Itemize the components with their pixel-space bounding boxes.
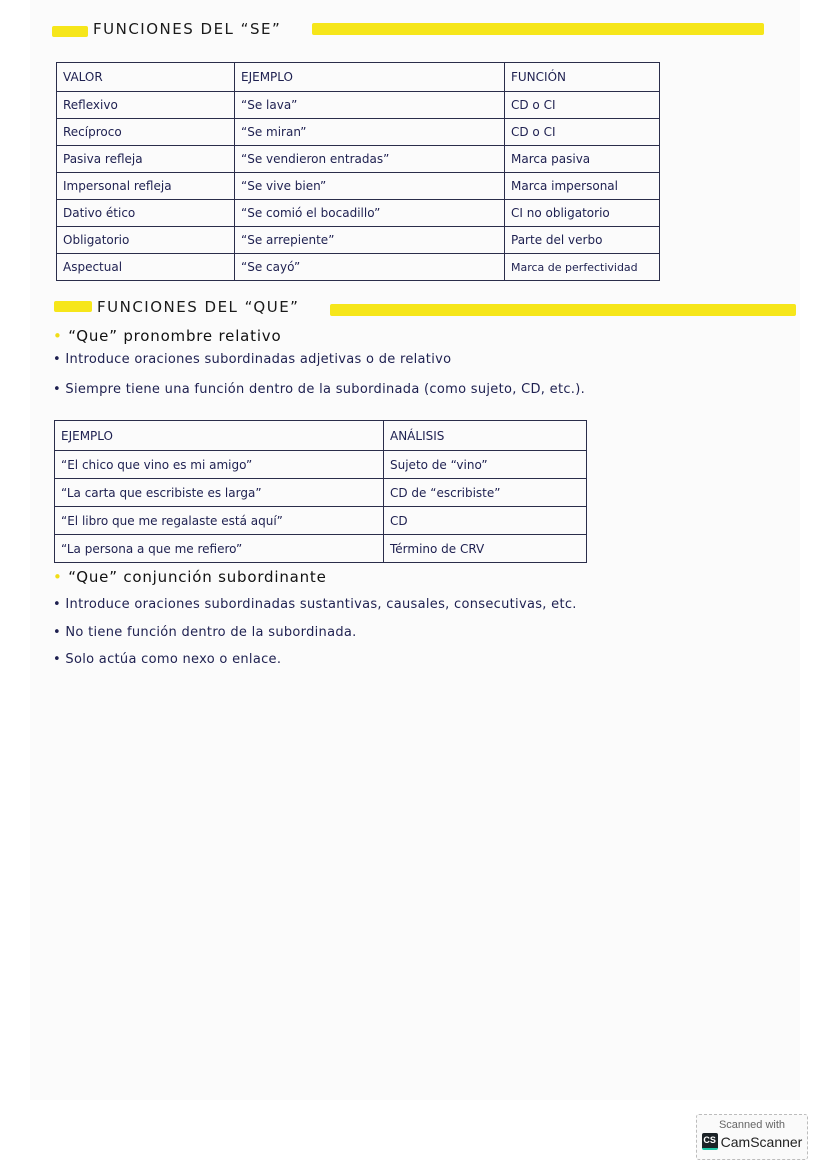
relativo-heading-text: “Que” pronombre relativo [68,327,282,345]
cell-ejemplo: “La persona a que me refiero” [55,535,384,563]
cell-valor: Reflexivo [57,92,235,119]
relativo-heading [53,327,281,345]
conjuncion-heading-text: “Que” conjunción subordinante [68,568,327,586]
cell-ejemplo: “La carta que escribiste es larga” [55,479,384,507]
header-ejemplo: EJEMPLO [235,63,505,92]
cell-ejemplo: “El chico que vino es mi amigo” [55,451,384,479]
cell-analisis: CD [384,507,587,535]
header-valor: VALOR [57,63,235,92]
header-ejemplo: EJEMPLO [55,421,384,451]
cell-ejemplo: “Se lava” [235,92,505,119]
bullet-text: No tiene función dentro de la subordinada. [65,625,357,640]
cell-funcion: Marca pasiva [505,146,660,173]
highlighter-mark-left [54,301,92,312]
cell-valor: Obligatorio [57,227,235,254]
cell-ejemplo: “Se vive bien” [235,173,505,200]
bullet-text: Siempre tiene una función dentro de la subordinada (como sujeto, CD, etc.). [65,382,586,397]
header-funcion: FUNCIÓN [505,63,660,92]
list-item [53,352,451,367]
cell-valor: Recíproco [57,119,235,146]
cell-funcion: CI no obligatorio [505,200,660,227]
cell-analisis: Sujeto de “vino” [384,451,587,479]
table-row [57,254,660,281]
conjuncion-heading [53,568,327,586]
table-row [57,173,660,200]
bullet-dot: • [53,568,69,586]
cell-funcion: Marca impersonal [505,173,660,200]
camscanner-watermark [696,1114,808,1160]
cell-valor: Aspectual [57,254,235,281]
table-row [57,146,660,173]
cell-funcion: CD o CI [505,119,660,146]
bullet-dot: • [53,327,69,345]
bullet-text: Introduce oraciones subordinadas adjetivas o de relativo [65,352,452,367]
highlighter-mark-right [330,304,796,316]
section-title-que: FUNCIONES DEL “QUE” [97,298,300,316]
bullet-text: Introduce oraciones subordinadas sustantivas, causales, consecutivas, etc. [65,597,577,612]
cell-ejemplo: “El libro que me regalaste está aquí” [55,507,384,535]
highlighter-mark-left [52,26,88,37]
list-item [53,652,281,667]
cell-funcion: Parte del verbo [505,227,660,254]
cell-ejemplo: “Se arrepiente” [235,227,505,254]
cell-ejemplo: “Se miran” [235,119,505,146]
header-analisis: ANÁLISIS [384,421,587,451]
que-relativo-table [54,420,587,563]
table-row [55,507,587,535]
watermark-brand [697,1133,807,1150]
watermark-line2: CamScanner [720,1133,803,1150]
list-item [53,382,585,397]
cell-funcion: Marca de perfectividad [505,254,660,281]
bullet-text: Solo actúa como nexo o enlace. [65,652,282,667]
table-row [57,227,660,254]
cell-analisis: Término de CRV [384,535,587,563]
cell-ejemplo: “Se vendieron entradas” [235,146,505,173]
cell-funcion: CD o CI [505,92,660,119]
se-functions-table [56,62,660,281]
bullet-dot: • [53,352,66,367]
table-header-row [55,421,587,451]
table-row [55,479,587,507]
watermark-line1: Scanned with [718,1119,786,1131]
table-row [55,451,587,479]
cell-ejemplo: “Se cayó” [235,254,505,281]
bullet-dot: • [53,625,66,640]
highlighter-mark-right [312,23,764,35]
cell-analisis: CD de “escribiste” [384,479,587,507]
cell-valor: Impersonal refleja [57,173,235,200]
cell-ejemplo: “Se comió el bocadillo” [235,200,505,227]
bullet-dot: • [53,597,66,612]
table-row [57,119,660,146]
cell-valor: Pasiva refleja [57,146,235,173]
bullet-dot: • [53,652,66,667]
table-row [55,535,587,563]
bullet-dot: • [53,382,66,397]
list-item [53,625,357,640]
table-row [57,92,660,119]
section-title-se: FUNCIONES DEL “SE” [93,20,282,38]
cell-valor: Dativo ético [57,200,235,227]
list-item [53,597,577,612]
camscanner-logo-icon: CS [702,1133,718,1150]
table-row [57,200,660,227]
table-header-row [57,63,660,92]
